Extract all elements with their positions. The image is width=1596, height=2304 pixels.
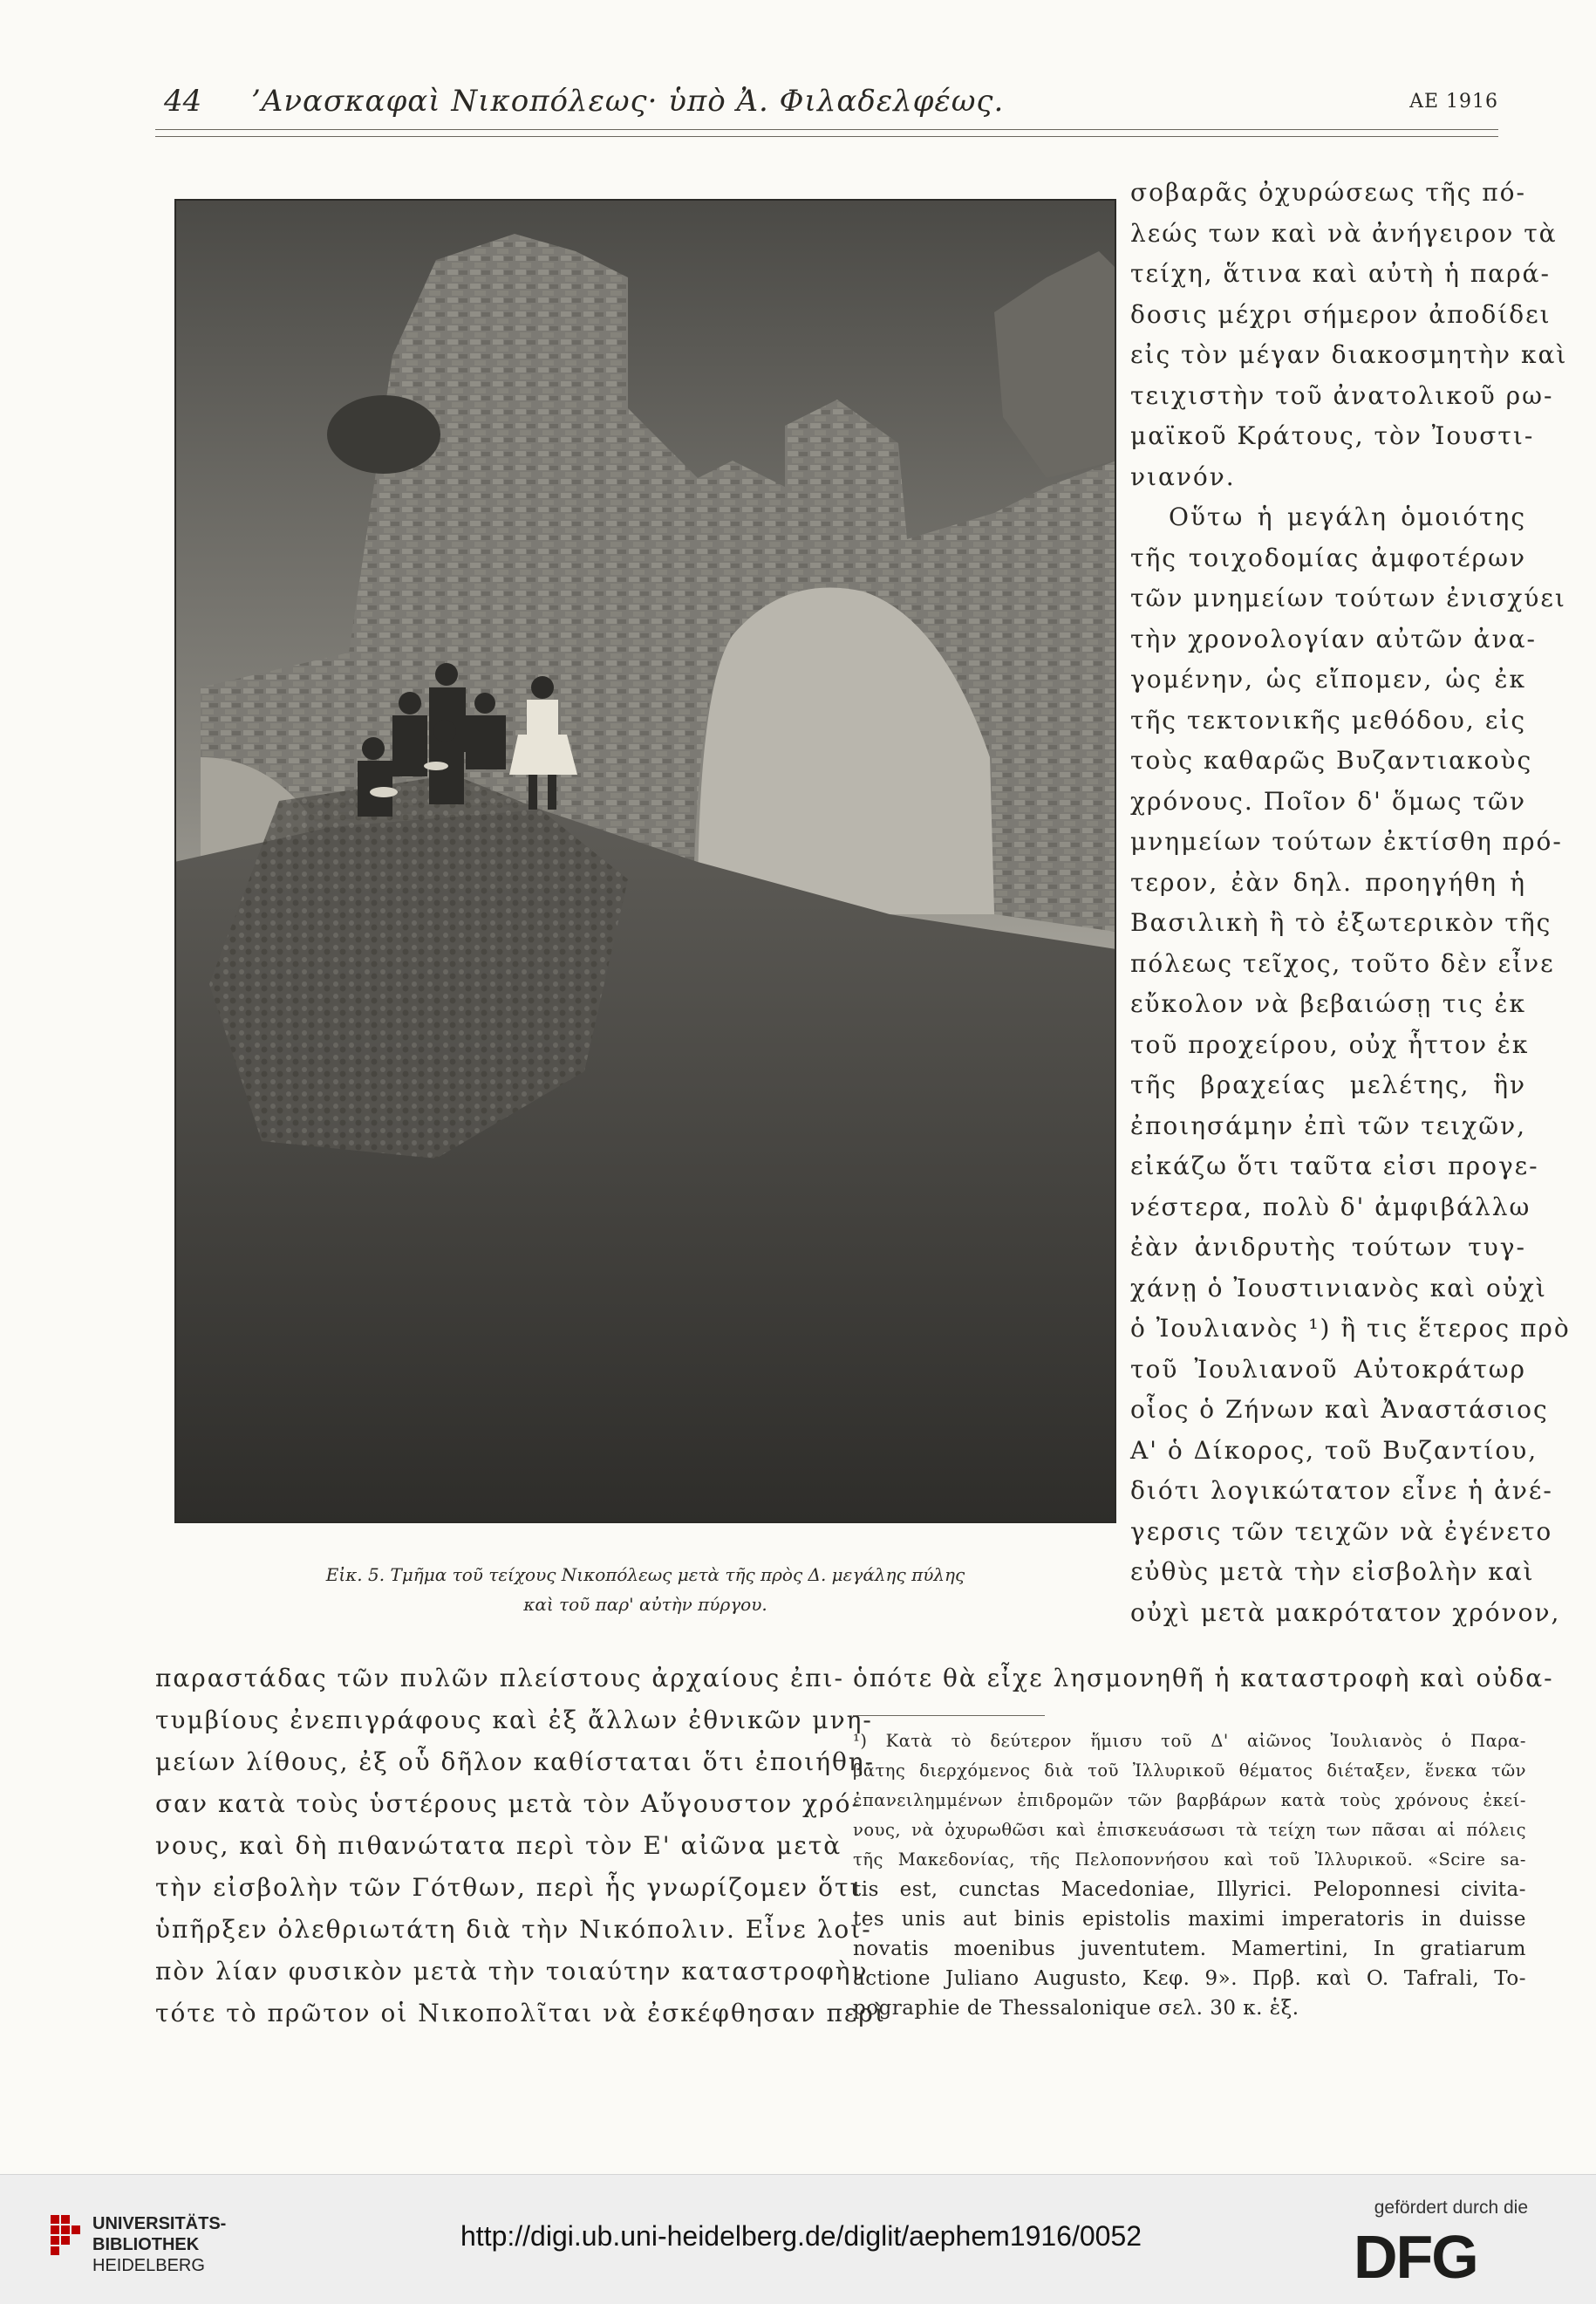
text-line: τότε τὸ πρῶτον οἱ Νικοπολῖται νὰ ἐσκέφθησαν περὶ xyxy=(155,1999,886,2027)
university-library-logo-icon xyxy=(49,2213,84,2276)
ruin-photo-image xyxy=(174,199,1116,1523)
caption-line-1: Εἰκ. 5. Τμῆμα τοῦ τείχους Νικοπόλεως μετὰ τῆς πρὸς Δ. μεγάλης πύλης xyxy=(325,1564,965,1585)
text-line: τειχιστὴν τοῦ ἀνατολικοῦ ρω- xyxy=(1130,380,1554,410)
text-line: τυμβίους ἐνεπιγράφους καὶ ἐξ ἄλλων ἐθνικῶν μνη- xyxy=(155,1706,873,1734)
text-line: μνημείων τούτων ἐκτίσθη πρό- xyxy=(1130,827,1563,856)
library-name-line: HEIDELBERG xyxy=(92,2256,205,2275)
running-header xyxy=(155,84,1498,127)
text-line: τῆς τοιχοδομίας ἀμφοτέρων xyxy=(1130,543,1526,572)
text-line: σοβαρᾶς ὀχυρώσεως τῆς πό- xyxy=(1130,178,1526,207)
footnote-line: pographie de Thessalonique σελ. 30 κ. ἑξ. xyxy=(853,1997,1299,2020)
text-line: λεώς των καὶ νὰ ἀνήγειρον τὰ xyxy=(1130,218,1558,248)
footnote xyxy=(853,1726,1526,2023)
digitization-footer xyxy=(0,2174,1596,2304)
text-line: παραστάδας τῶν πυλῶν πλείστους ἀρχαίους ἐπι- xyxy=(155,1664,844,1692)
library-name-line: UNIVERSITÄTS- xyxy=(92,2214,227,2233)
permalink-url[interactable]: http://digi.ub.uni-heidelberg.de/diglit/aephem1916/0052 xyxy=(460,2220,1142,2252)
text-line: νιανόν. xyxy=(1130,461,1236,491)
text-line: εὐθὺς μετὰ τὴν εἰσβολὴν καὶ xyxy=(1130,1557,1535,1586)
text-line: μείων λίθους, ἐξ οὗ δῆλον καθίσταται ὅτι ἐποιήθη- xyxy=(155,1747,876,1776)
paragraph-2 xyxy=(1130,497,1571,1633)
figure-caption xyxy=(174,1560,1116,1619)
text-line: ἐὰν ἀνιδρυτὴς τούτων τυγ- xyxy=(1130,1233,1526,1261)
footnote-line: tis est, cunctas Macedoniae, Illyrici. Peloponnesi civita- xyxy=(853,1878,1526,1901)
page-number: 44 xyxy=(164,84,202,119)
footnote-line: actione Juliano Augusto, Κεφ. 9». Πρβ. καὶ O. Tafrali, To- xyxy=(853,1967,1526,1990)
sponsor-text: gefördert durch die xyxy=(1374,2198,1528,2218)
library-name-line: BIBLIOTHEK xyxy=(92,2235,200,2254)
text-line: τοῦ Ἰουλιανοῦ Αὐτοκράτωρ xyxy=(1130,1354,1526,1384)
footnote-line: βάτης διερχόμενος διὰ τοῦ Ἰλλυρικοῦ θέματος διέταξεν, ἕνεκα τῶν xyxy=(853,1760,1526,1781)
text-line: νέστερα, πολὺ δ' ἀμφιβάλλω xyxy=(1130,1192,1531,1221)
text-line: μαϊκοῦ Κράτους, τὸν Ἰουστι- xyxy=(1130,421,1535,450)
text-line: τερον, ἐὰν δηλ. προηγήθη ἡ xyxy=(1130,867,1526,897)
text-line: τοῦ προχείρου, οὐχ ἧττον ἐκ xyxy=(1130,1029,1530,1059)
text-line: τείχη, ἅτινα καὶ αὐτὴ ἡ παρά- xyxy=(1130,259,1551,288)
header-rule xyxy=(155,129,1498,130)
paragraph-1 xyxy=(1130,173,1568,497)
footnote-line: novatis moenibus juventutem. Mamertini, In gratiarum xyxy=(853,1938,1526,1960)
text-line: ὑπῆρξεν ὀλεθριωτάτη διὰ τὴν Νικόπολιν. Εἶνε λοι- xyxy=(155,1915,872,1944)
footnote-line: tes unis aut binis epistolis maximi imperatoris in duisse xyxy=(853,1908,1526,1931)
text-line: χρόνους. Ποῖον δ' ὅμως τῶν xyxy=(1130,786,1526,816)
text-line: Α' ὁ Δίκορος, τοῦ Βυζαντίου, xyxy=(1130,1435,1538,1465)
text-line: τοὺς καθαρῶς Βυζαντιακοὺς xyxy=(1130,746,1533,775)
footnote-line: νους, νὰ ὀχυρωθῶσι καὶ ἐπισκευάσωσι τὰ τείχη των πᾶσαι αἱ πόλεις xyxy=(853,1820,1526,1840)
text-line: σαν κατὰ τοὺς ὑστέρους μετὰ τὸν Αὔγουστον χρό- xyxy=(155,1789,862,1818)
text-line: πὸν λίαν φυσικὸν μετὰ τὴν τοιαύτην καταστροφὴν xyxy=(155,1957,869,1986)
text-line: τῆς βραχείας μελέτης, ἣν xyxy=(1130,1070,1526,1099)
text-line: τὴν χρονολογίαν αὐτῶν ἀνα- xyxy=(1130,624,1537,653)
dfg-logo-icon[interactable] xyxy=(1354,2225,1528,2283)
dfg-logo-text: DFG xyxy=(1354,2225,1477,2283)
caption-line-2: καὶ τοῦ παρ' αὐτὴν πύργου. xyxy=(523,1594,767,1615)
text-line: πόλεως τεῖχος, τοῦτο δὲν εἶνε xyxy=(1130,948,1555,978)
text-line: ἐποιησάμην ἐπὶ τῶν τειχῶν, xyxy=(1130,1111,1526,1140)
text-line: τῆς τεκτονικῆς μεθόδου, εἰς xyxy=(1130,705,1526,735)
footnote-line: ¹) Κατὰ τὸ δεύτερον ἥμισυ τοῦ Δ' αἰῶνος Ἰουλιανὸς ὁ Παρα- xyxy=(853,1731,1526,1751)
bottom-right-column xyxy=(853,1658,1554,2023)
header-rule-thin xyxy=(155,136,1498,137)
text-line: ὁπότε θὰ εἶχε λησμονηθῆ ἡ καταστροφὴ καὶ οὐδα- xyxy=(853,1664,1554,1692)
text-line: εἰκάζω ὅτι ταῦτα εἰσι προγε- xyxy=(1130,1152,1539,1180)
text-line: οὐχὶ μετὰ μακρότατον χρόνον, xyxy=(1130,1597,1561,1627)
footnote-line: ἐπανειλημμένων ἐπιδρομῶν τῶν βαρβάρων κατὰ τοὺς χρόνους ἐκεί- xyxy=(853,1790,1526,1810)
text-line: δοσις μέχρι σήμερον ἀποδίδει xyxy=(1130,299,1552,329)
text-line: χάνῃ ὁ Ἰουστινιανὸς καὶ οὐχὶ xyxy=(1130,1273,1547,1302)
text-line: διότι λογικώτατον εἶνε ἡ ἀνέ- xyxy=(1130,1476,1553,1505)
text-line: Οὕτω ἡ μεγάλη ὁμοιότης xyxy=(1169,503,1526,531)
text-line: τὴν εἰσβολὴν τῶν Γότθων, περὶ ἧς γνωρίζομεν ὅτι xyxy=(155,1873,862,1902)
text-line: νους, καὶ δὴ πιθανώτατα περὶ τὸν Ε' αἰῶνα μετὰ xyxy=(155,1831,842,1860)
running-title: ’Ανασκαφαὶ Νικοπόλεως· ὑπὸ Ἀ. Φιλαδελφέως. xyxy=(251,84,1005,119)
text-line: τῶν μνημείων τούτων ἐνισχύει xyxy=(1130,584,1566,612)
journal-reference: ΑΕ 1916 xyxy=(1409,91,1498,113)
text-line: εὔκολον νὰ βεβαιώσῃ τις ἐκ xyxy=(1130,989,1526,1018)
text-line: οἷος ὁ Ζήνων καὶ Ἀναστάσιος xyxy=(1130,1395,1549,1424)
footnote-line: τῆς Μακεδονίας, τῆς Πελοποννήσου καὶ τοῦ Ἰλλυρικοῦ. «Scire sa- xyxy=(853,1849,1526,1870)
text-line: γερσις τῶν τειχῶν νὰ ἐγένετο xyxy=(1130,1516,1553,1546)
text-line: γομένην, ὡς εἴπομεν, ὡς ἐκ xyxy=(1130,665,1526,694)
text-line: εἰς τὸν μέγαν διακοσμητὴν καὶ xyxy=(1130,340,1568,369)
text-line: ὁ Ἰουλιανὸς ¹) ἢ τις ἕτερος πρὸ xyxy=(1130,1314,1571,1343)
bottom-left-column xyxy=(155,1658,886,2034)
text-line: Βασιλικὴ ἢ τὸ ἐξωτερικὸν τῆς xyxy=(1130,908,1552,937)
footnote-rule xyxy=(853,1715,1045,1716)
figure-photograph xyxy=(174,199,1116,1523)
right-column-text xyxy=(1130,173,1571,1633)
